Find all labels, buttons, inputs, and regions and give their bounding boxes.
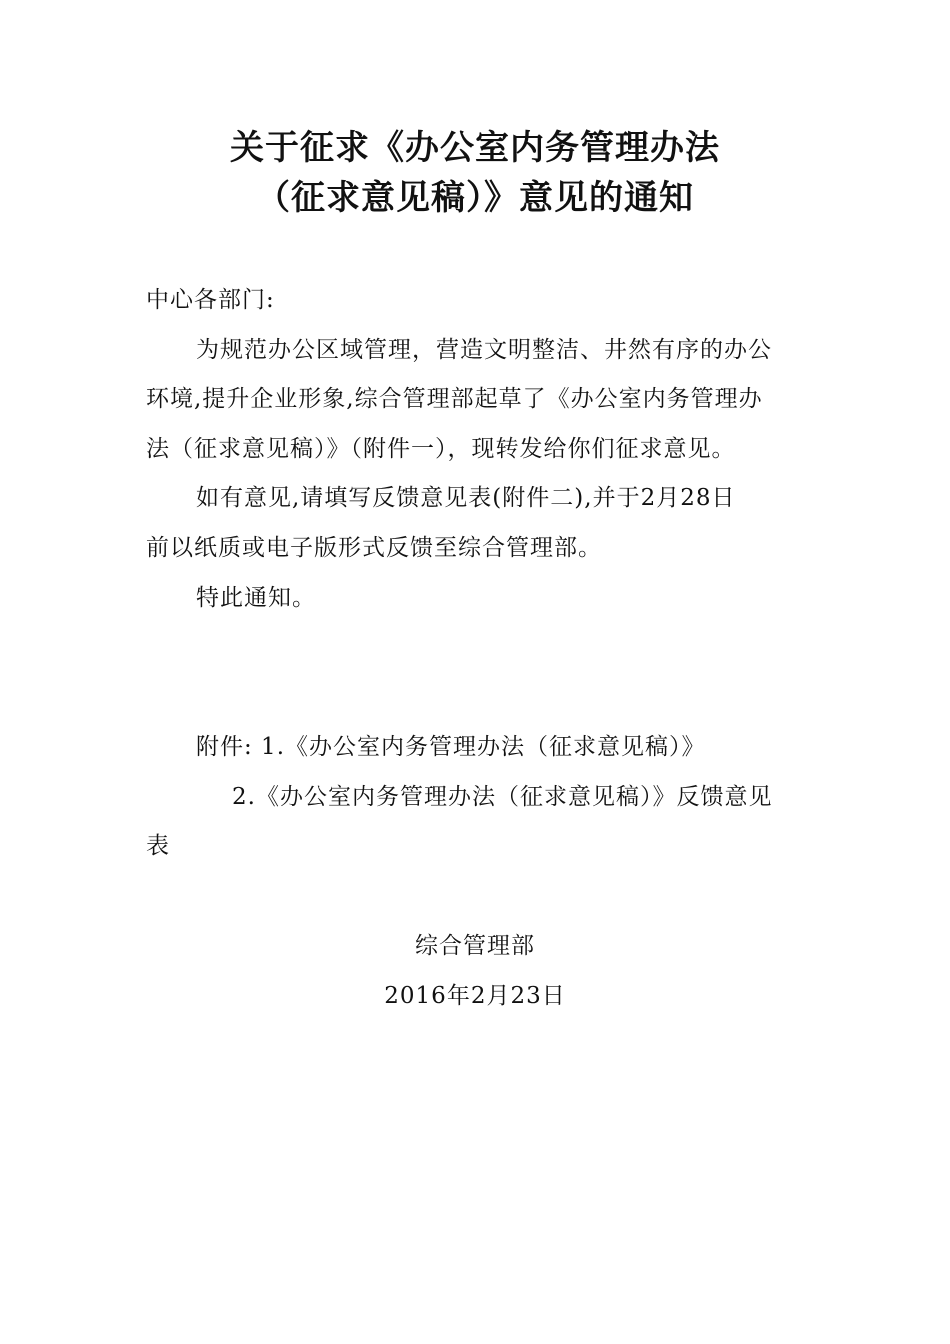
paragraph-1-line-2: 环境,提升企业形象,综合管理部起草了《办公室内务管理办 [146, 386, 763, 412]
attachment-2-line-2: 表 [146, 833, 170, 859]
paragraph-2-line-1: 如有意见,请填写反馈意见表(附件二),并于2月28日 [196, 485, 736, 511]
closing-text: 特此通知。 [196, 585, 316, 611]
paragraph-2-line-2: 前以纸质或电子版形式反馈至综合管理部。 [146, 535, 602, 561]
paragraph-1-line-3: 法（征求意见稿）》（附件一），现转发给你们征求意见。 [146, 436, 736, 462]
signature-department: 综合管理部 [415, 933, 535, 959]
attachment-2-line-1: 2.《办公室内务管理办法（征求意见稿）》反馈意见 [232, 784, 773, 810]
document-title-line-1: 关于征求《办公室内务管理办法 [230, 128, 720, 168]
salutation: 中心各部门: [146, 287, 275, 313]
signature-date: 2016年2月23日 [384, 983, 566, 1009]
document-title-line-2: （征求意见稿）》意见的通知 [256, 178, 694, 218]
attachment-1: 附件: 1.《办公室内务管理办法（征求意见稿）》 [196, 734, 706, 760]
paragraph-1-line-1: 为规范办公区域管理，营造文明整洁、井然有序的办公 [196, 337, 772, 363]
